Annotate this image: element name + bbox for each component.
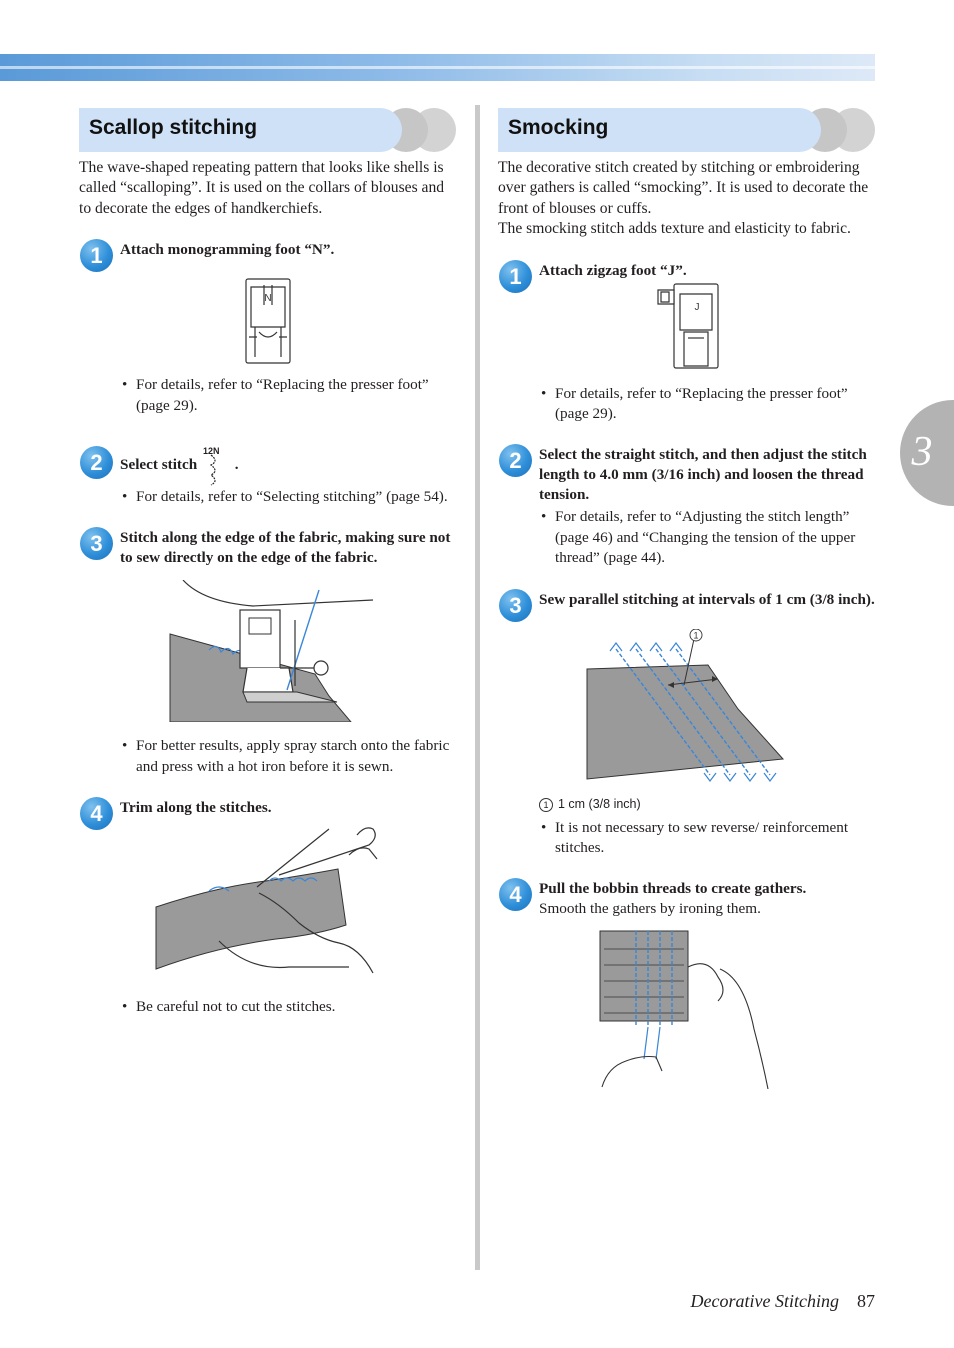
stitch-code: 12N: [202, 446, 220, 457]
step-text: Stitch along the edge of the fabric, making sure not to sew directly on the edge of the fabric.: [120, 529, 451, 567]
footer-section-title: Decorative Stitching: [690, 1291, 839, 1311]
header-band: [0, 54, 875, 81]
bullet: • For details, refer to “Replacing the presser foot” (page 29).: [539, 384, 875, 425]
step-text: Attach zigzag foot “J”.: [539, 261, 687, 279]
step-number: 1: [499, 260, 532, 293]
step-number: 2: [80, 446, 113, 479]
presser-foot-n-figure: [79, 277, 456, 373]
intro-paragraph-2: The smocking stitch adds texture and elasticity to fabric.: [498, 220, 851, 238]
foot-label: J: [694, 301, 700, 313]
trimming-figure: [79, 825, 456, 981]
page-footer: [691, 1291, 875, 1312]
callout-number: 1: [693, 630, 699, 641]
caption-number: 1: [539, 798, 553, 812]
bullet: • It is not necessary to sew reverse/ reinforcement stitches.: [539, 818, 875, 859]
parallel-stitching-figure: [498, 629, 875, 789]
foot-label: N: [264, 293, 272, 305]
step-4: [498, 878, 875, 919]
step-2: [79, 446, 456, 483]
sewing-edge-figure: [79, 580, 456, 722]
scallop-stitch-icon: [202, 446, 227, 483]
step-number: 3: [499, 589, 532, 622]
step-text: Attach monogramming foot “N”.: [120, 241, 335, 259]
bullet: • For details, refer to “Selecting stitching” (page 54).: [120, 487, 456, 507]
step-text: Select stitch 12N .: [120, 446, 456, 483]
intro-paragraph: The decorative stitch created by stitching or embroidering over gathers is called “smocking”. It is used to decorate the front of blouses or cuffs.: [498, 159, 869, 217]
scallop-section: [79, 108, 456, 1018]
figure-caption: 1 1 cm (3/8 inch): [539, 797, 875, 812]
column-divider: [475, 105, 480, 1270]
bullet: • Be careful not to cut the stitches.: [120, 997, 456, 1017]
step-number: 1: [80, 239, 113, 272]
section-heading: [498, 108, 875, 152]
step-text: Select the straight stitch, and then adjust the stitch length to 4.0 mm (3/16 inch) and loosen the thread tension.: [539, 446, 867, 504]
step-text: Pull the bobbin threads to create gathers.: [539, 880, 807, 898]
page-number: 87: [857, 1291, 875, 1311]
smocking-section: [498, 108, 875, 1089]
step-number: 4: [499, 878, 532, 911]
section-title: Smocking: [508, 116, 609, 139]
step-1: [79, 239, 456, 273]
step-3: [79, 527, 456, 568]
bullet: • For better results, apply spray starch onto the fabric and press with a hot iron before it is sewn.: [120, 736, 456, 777]
chapter-tab-number: 3: [911, 429, 933, 475]
section-title: Scallop stitching: [89, 116, 258, 139]
presser-foot-j-figure: [498, 282, 875, 372]
intro-paragraph: The wave-shaped repeating pattern that looks like shells is called “scalloping”. It is used on the collars of blouses and to decorate the edges of handkerchiefs.: [79, 159, 445, 217]
step-text: Sew parallel stitching at intervals of 1 cm (3/8 inch).: [539, 590, 875, 608]
step-number: 2: [499, 444, 532, 477]
section-heading: [79, 108, 456, 152]
step-number: 3: [80, 527, 113, 560]
bullet: • For details, refer to “Adjusting the stitch length” (page 46) and “Changing the tension of the upper thread” (page 44).: [539, 507, 875, 568]
gathers-figure: [498, 929, 875, 1089]
step-number: 4: [80, 797, 113, 830]
step-subtext: Smooth the gathers by ironing them.: [539, 900, 761, 918]
bullet: • For details, refer to “Replacing the presser foot” (page 29).: [120, 375, 456, 416]
step-2: [498, 444, 875, 505]
step-text: Trim along the stitches.: [120, 799, 272, 817]
step-3: [498, 589, 875, 623]
